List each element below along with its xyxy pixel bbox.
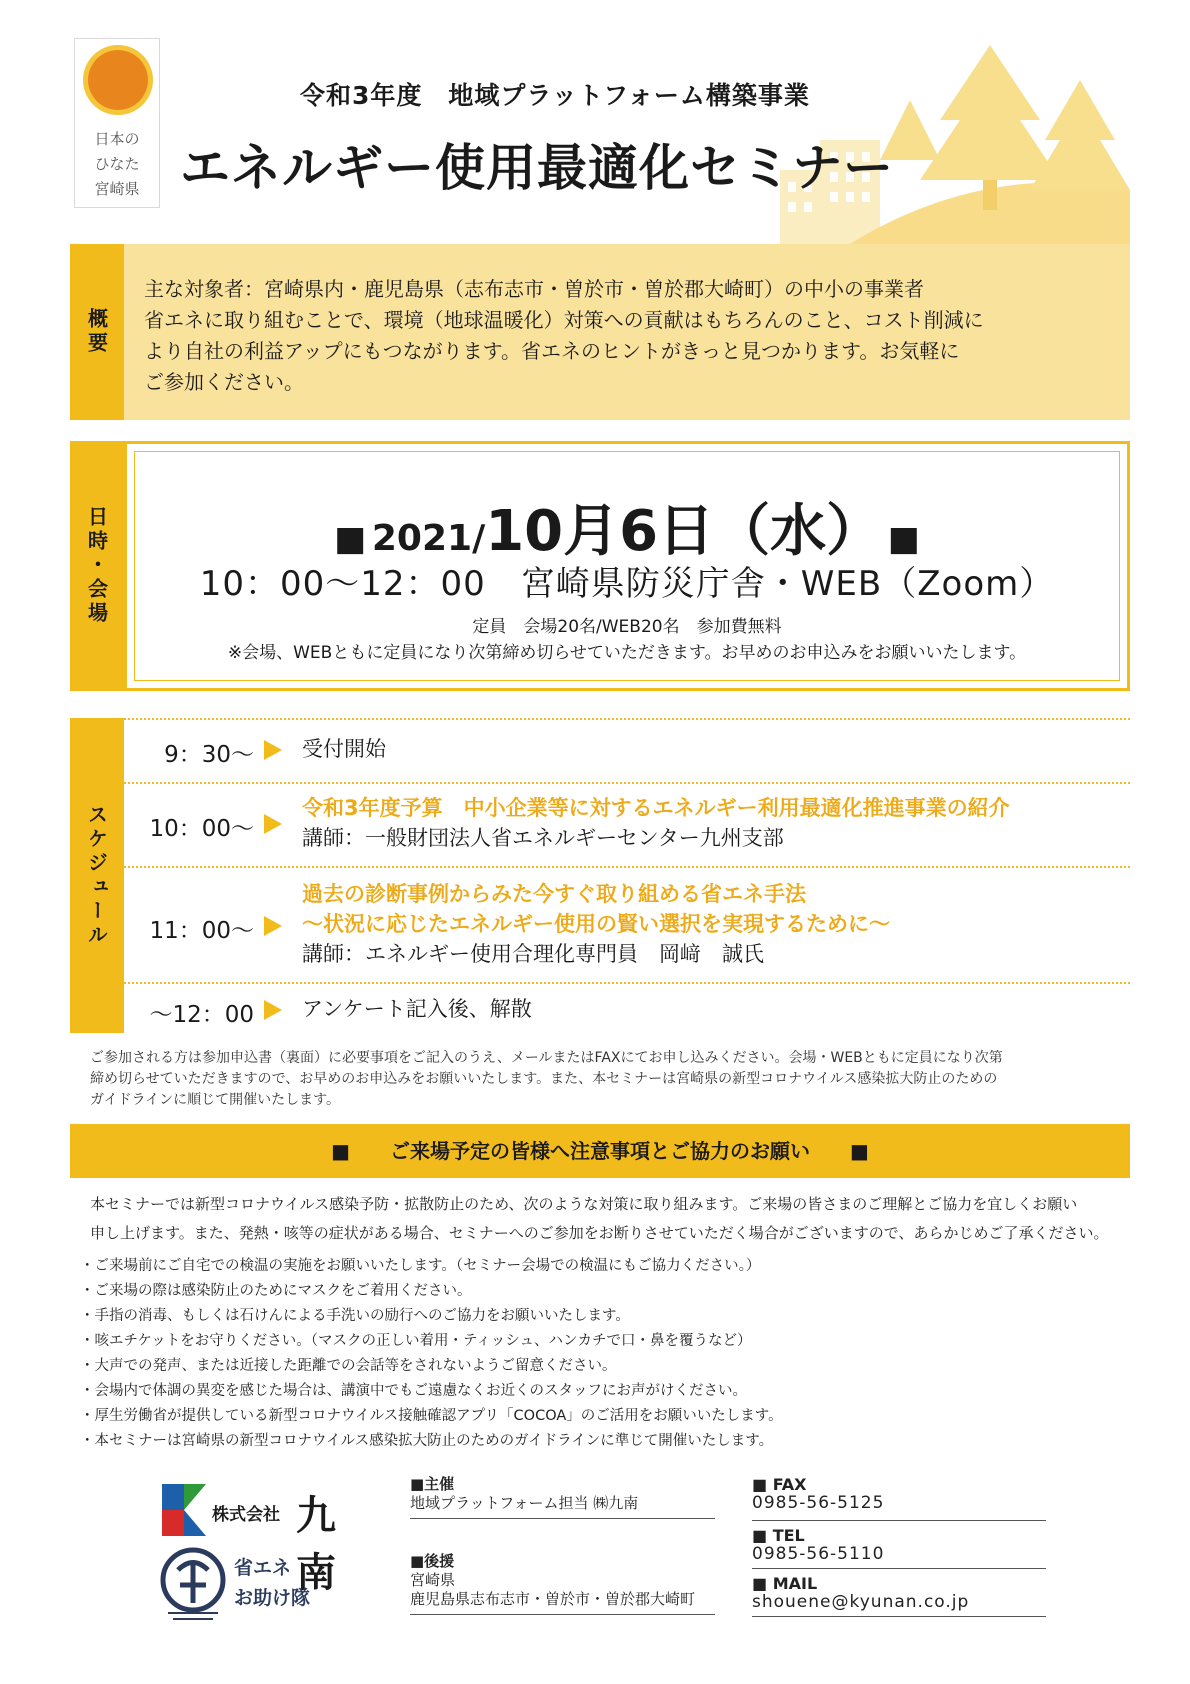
list-item: ・咳エチケットをお守りください。（マスクの正しい着用・ティッシュ、ハンカチで口・鼻を覆うなど） <box>80 1333 752 1349</box>
overview-line: 省エネに取り組むことで、環境（地球温暖化）対策への貢献はもちろんのこと、コスト削減に <box>144 308 984 332</box>
schedule-text: 受付開始 <box>302 737 386 761</box>
datetime-tab: 日時・会場 <box>70 441 124 691</box>
notice-intro: 本セミナーでは新型コロナウイルス感染予防・拡散防止のため、次のような対策に取り組みます。ご来場の皆さまのご理解とご協力を宜しくお願い 申し上げます。また、発熱・咳等の症状がある場合、セミナーへのご参加をお断りさせていただく場合がございますので、あらかじめご了承ください。 <box>90 1195 1109 1242</box>
sukeitai-mark-icon <box>158 1545 228 1621</box>
organizer: ■主催 地域プラットフォーム担当 ㈱九南 <box>410 1475 639 1512</box>
time-venue: 10：00〜12：00 宮崎県防災庁舎・WEB（Zoom） <box>199 564 1055 604</box>
arrow-icon <box>264 814 282 834</box>
list-item: ・会場内で体調の異変を感じた場合は、講演中でもご遠慮なくお近くのスタッフにお声がけください。 <box>80 1383 747 1399</box>
miyazaki-logo <box>74 38 160 208</box>
schedule-time: 11：00〜 <box>149 918 254 944</box>
schedule-section <box>124 718 1130 1033</box>
logo-text: 日本の ひなた 宮崎県 <box>94 130 140 198</box>
schedule-time: 10：00〜 <box>149 816 254 842</box>
overview-line: ご参加ください。 <box>144 370 304 394</box>
arrow-icon <box>264 740 282 760</box>
capacity-note: ※会場、WEBともに定員になり次第締め切らせていただきます。お早めのお申込みをお願いいたします。 <box>227 643 1027 663</box>
overview-line: 主な対象者：宮崎県内・鹿児島県（志布志市・曽於市・曽於郡大崎町）の中小の事業者 <box>144 277 924 301</box>
tel-contact: ■ TEL 0985-56-5110 <box>752 1526 885 1564</box>
mail-contact: ■ MAIL shouene@kyunan.co.jp <box>752 1574 970 1612</box>
notice-banner: ■ ご来場予定の皆様へ注意事項とご協力のお願い ■ <box>70 1124 1130 1178</box>
datetime-section <box>124 441 1130 691</box>
schedule-text: 講師：一般財団法人省エネルギーセンター九州支部 <box>302 826 784 850</box>
schedule-text: 講師：エネルギー使用合理化専門員 岡﨑 誠氏 <box>302 942 764 966</box>
kyunan-logo: 株式会社 九南 <box>162 1480 367 1540</box>
event-subtitle: 令和3年度 地域プラットフォーム構築事業 <box>300 81 810 110</box>
schedule-title: 〜状況に応じたエネルギー使用の賢い選択を実現するために〜 <box>302 912 890 936</box>
event-day: 10月6日（水） <box>485 499 883 564</box>
schedule-title: 過去の診断事例からみた今すぐ取り組める省エネ手法 <box>302 882 806 906</box>
schedule-text: アンケート記入後、解散 <box>302 997 532 1021</box>
list-item: ・大声での発声、または近接した距離での会話等をされないようご留意ください。 <box>80 1358 617 1374</box>
sun-icon <box>83 45 153 115</box>
schedule-time: 9：30〜 <box>164 742 254 768</box>
schedule-time: 〜12：00 <box>149 1002 254 1028</box>
capacity: 定員 会場20名/WEB20名 参加費無料 <box>472 617 782 637</box>
schedule-tab: スケジュール <box>70 718 124 1033</box>
event-title: エネルギー使用最適化セミナー <box>180 139 894 197</box>
overview-line: より自社の利益アップにもつながります。省エネのヒントがきっと見つかります。お気軽に <box>144 339 960 363</box>
list-item: ・ご来場の際は感染防止のためにマスクをご着用ください。 <box>80 1283 472 1299</box>
supporter: ■後援 宮崎県 鹿児島県志布志市・曽於市・曽於郡大崎町 <box>410 1552 696 1608</box>
kyunan-mark-icon <box>162 1484 206 1536</box>
list-item: ・手指の消毒、もしくは石けんによる手洗いの励行へのご協力をお願いいたします。 <box>80 1308 630 1324</box>
fax-contact: ■ FAX 0985-56-5125 <box>752 1475 885 1513</box>
square-icon: ■ <box>334 519 367 559</box>
sukeitai-logo: 省エネ お助け隊 <box>158 1545 358 1625</box>
event-date <box>135 487 1119 567</box>
list-item: ・厚生労働省が提供している新型コロナウイルス接触確認アプリ「COCOA」のご活用をお願いいたします。 <box>80 1408 783 1424</box>
schedule-title: 令和3年度予算 中小企業等に対するエネルギー利用最適化推進事業の紹介 <box>302 796 1010 820</box>
overview-tab: 概要 <box>70 244 124 420</box>
arrow-icon <box>264 1000 282 1020</box>
event-year: 2021/ <box>371 518 486 559</box>
arrow-icon <box>264 916 282 936</box>
list-item: ・ご来場前にご自宅での検温の実施をお願いいたします。（セミナー会場での検温にもご協力ください。） <box>80 1258 761 1274</box>
notice-list <box>80 1254 1140 1454</box>
square-icon: ■ <box>887 519 920 559</box>
overview-section <box>124 244 1130 420</box>
application-note: ご参加される方は参加申込書（裏面）に必要事項をご記入のうえ、メールまたはFAXにてお申し込みください。会場・WEBともに定員になり次第 締め切らせていただきますので、お早めのお申込みをお願いいたします。また、本セミナーは宮崎県の新型コロナウイルス感染拡大防止のための ガイドラインに順じて開催いたします。 <box>90 1050 1003 1108</box>
list-item: ・本セミナーは宮崎県の新型コロナウイルス感染拡大防止のためのガイドラインに準じて開催いたします。 <box>80 1433 774 1449</box>
